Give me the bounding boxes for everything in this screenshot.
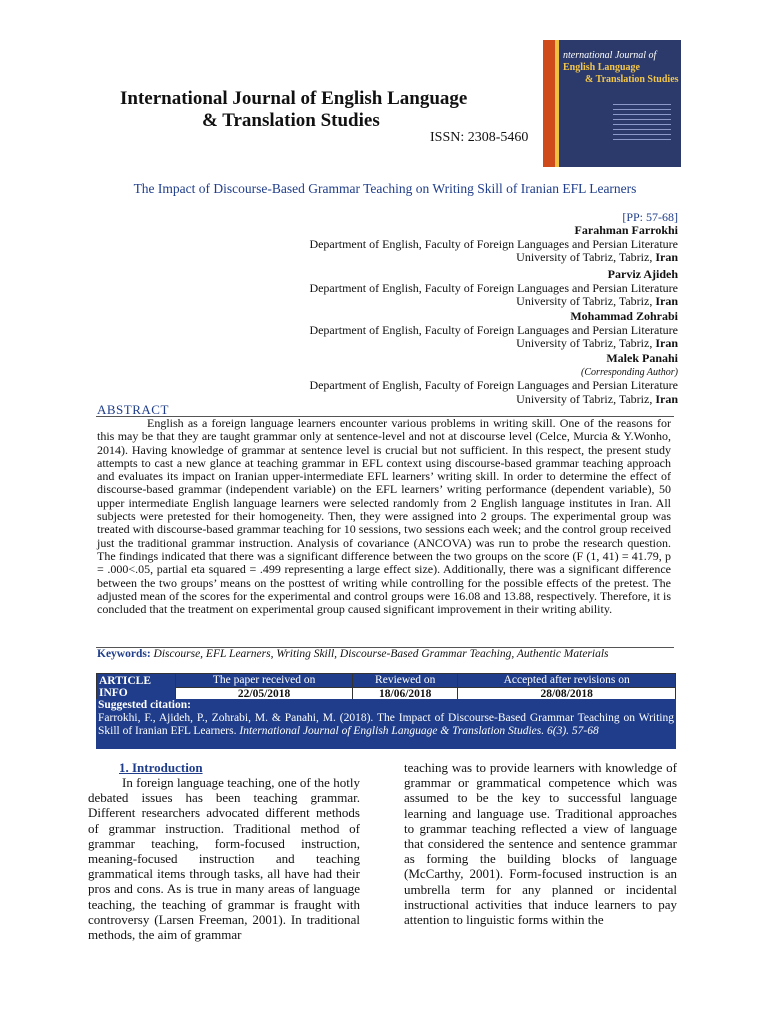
intro-paragraph-right: teaching was to provide learners with knowledge of grammar or grammatical competence which was assumed to be the key to successful language learning and language use. Traditional approaches to grammar teaching reflected a view of language that considered the sentence and sentence grammar as forming the building blocks of language (McCarthy, 2001). Form-focused instruction is an umbrella term for any planned or incidental instructional activities that induce learners to pay attention to linguistic forms within the xyxy=(404,760,677,928)
journal-cover-image xyxy=(543,40,681,167)
cover-title-line3: & Translation Studies xyxy=(585,74,679,85)
journal-title xyxy=(120,88,467,132)
accepted-header: Accepted after revisions on xyxy=(458,674,676,688)
abstract-heading: ABSTRACT xyxy=(97,402,169,417)
author-dept: Department of English, Faculty of Foreign Languages and Persian Literature xyxy=(309,236,678,251)
keywords-label: Keywords: xyxy=(97,648,151,660)
journal-title-line2: & Translation Studies xyxy=(202,110,380,131)
author-univ: University of Tabriz, Tabriz, Iran xyxy=(516,294,678,308)
cover-stripe-accent xyxy=(555,40,559,167)
accepted-date: 28/08/2018 xyxy=(458,687,676,701)
author-univ: University of Tabriz, Tabriz, Iran xyxy=(516,250,678,264)
suggested-citation xyxy=(96,699,676,749)
citation-body: Farrokhi, F., Ajideh, P., Zohrabi, M. & Panahi, M. (2018). The Impact of Discourse-Based Grammar Teaching on Writing Skill of Iranian EFL Learners. International Journal of English Language & Translation Studies. 6(3). 57-68 xyxy=(98,712,674,737)
body-column-right xyxy=(404,760,677,927)
author-dept: Department of English, Faculty of Foreign Languages and Persian Literature xyxy=(309,322,678,337)
citation-journal: International Journal of English Language & Translation Studies. 6(3). 57-68 xyxy=(239,725,599,737)
author-univ: University of Tabriz, Tabriz, Iran xyxy=(516,336,678,350)
received-date: 22/05/2018 xyxy=(176,687,353,701)
citation-heading: Suggested citation: xyxy=(98,699,191,711)
body-column-left xyxy=(88,775,360,942)
reviewed-date: 18/06/2018 xyxy=(353,687,458,701)
author-entry xyxy=(309,268,678,309)
author-name: Malek Panahi xyxy=(606,351,678,365)
page-range: [PP: 57-68] xyxy=(622,210,678,224)
author-name: Mohammad Zohrabi xyxy=(570,309,678,323)
section-heading-introduction: 1. Introduction xyxy=(119,760,203,775)
reviewed-header: Reviewed on xyxy=(353,674,458,688)
cover-title xyxy=(563,50,679,86)
article-info-label: ARTICLE INFO xyxy=(97,674,176,701)
received-header: The paper received on xyxy=(176,674,353,688)
intro-paragraph-left: In foreign language teaching, one of the hotly debated issues has been teaching grammar. Different researchers advocated different methods of grammar instruction. Traditional method of grammar teaching, form-focused instruction, meaning-focused instruction and teaching grammatical items through tasks, all have had their pros and cons. As is true in many areas of language teaching, the teaching of grammar is fraught with controversy (Larsen Freeman, 2001). In traditional methods, the aim of grammar xyxy=(88,775,360,943)
author-dept: Department of English, Faculty of Foreign Languages and Persian Literature xyxy=(309,378,678,392)
author-entry xyxy=(309,352,678,406)
journal-issn: ISSN: 2308-5460 xyxy=(430,130,529,145)
author-entry xyxy=(309,224,678,265)
keywords xyxy=(97,648,675,661)
cover-title-line2: English Language xyxy=(563,62,640,73)
author-name: Parviz Ajideh xyxy=(607,267,678,281)
cover-stripe xyxy=(543,40,555,167)
cover-text-lines xyxy=(613,104,671,144)
author-univ: University of Tabriz, Tabriz, Iran xyxy=(516,391,678,406)
abstract-paragraph: English as a foreign language learners encounter various problems in writing skill. One of the reasons for this may be that they are taught grammar only at sentence-level and not at discourse level (Celce, Murcia & Y.Wonho, 2014). Having knowledge of grammar at sentence level is crucial but not sufficient. In this respect, the present study attempts to cast a new glance at teaching grammar in EFL context using discourse-based grammar teaching approach and evaluates its impact on Iranian upper-intermediate EFL learners’ writing skill. In order to determine the effect of discourse-based grammar (independent variable) on the EFL learners’ writing performance (dependent variable), 50 upper intermediate English language learners were selected randomly from 2 English language institutes in Iran. All subjects were pretested for their homogeneity. Then, they were assigned into 2 groups. The experimental group was treated with discourse-based grammar teaching for 10 sessions, two sessions each week; and the control group received just the traditional grammar instruction. Analysis of covariance (ANCOVA) was run to probe the research question. The findings indicated that there was a significant difference between the two groups on the score (F (1, 41) = 41.79, p = .000<.05, partial eta squared = .499 representing a large effect size). Additionally, there was a significant difference between the two groups’ means on the posttest of writing while controlling for the possible effects of the pretest. The adjusted mean of the scores for the experimental and control groups were 16.08 and 13.88, respectively. Therefore, it is concluded that the treatment on experimental group caused significant improvement in their writing ability. xyxy=(97,416,671,617)
abstract-body xyxy=(97,417,671,616)
author-dept: Department of English, Faculty of Foreign Languages and Persian Literature xyxy=(309,280,678,295)
keywords-list: Discourse, EFL Learners, Writing Skill, Discourse-Based Grammar Teaching, Authentic Materials xyxy=(153,648,609,660)
journal-title-line1: International Journal of English Language xyxy=(120,88,468,109)
author-entry xyxy=(309,310,678,351)
paper-title: The Impact of Discourse-Based Grammar Teaching on Writing Skill of Iranian EFL Learners xyxy=(133,181,637,196)
author-name: Farahman Farrokhi xyxy=(574,223,678,237)
article-info-table xyxy=(96,673,676,701)
cover-title-line1: nternational Journal of xyxy=(563,50,657,61)
author-role: (Corresponding Author) xyxy=(581,366,678,378)
